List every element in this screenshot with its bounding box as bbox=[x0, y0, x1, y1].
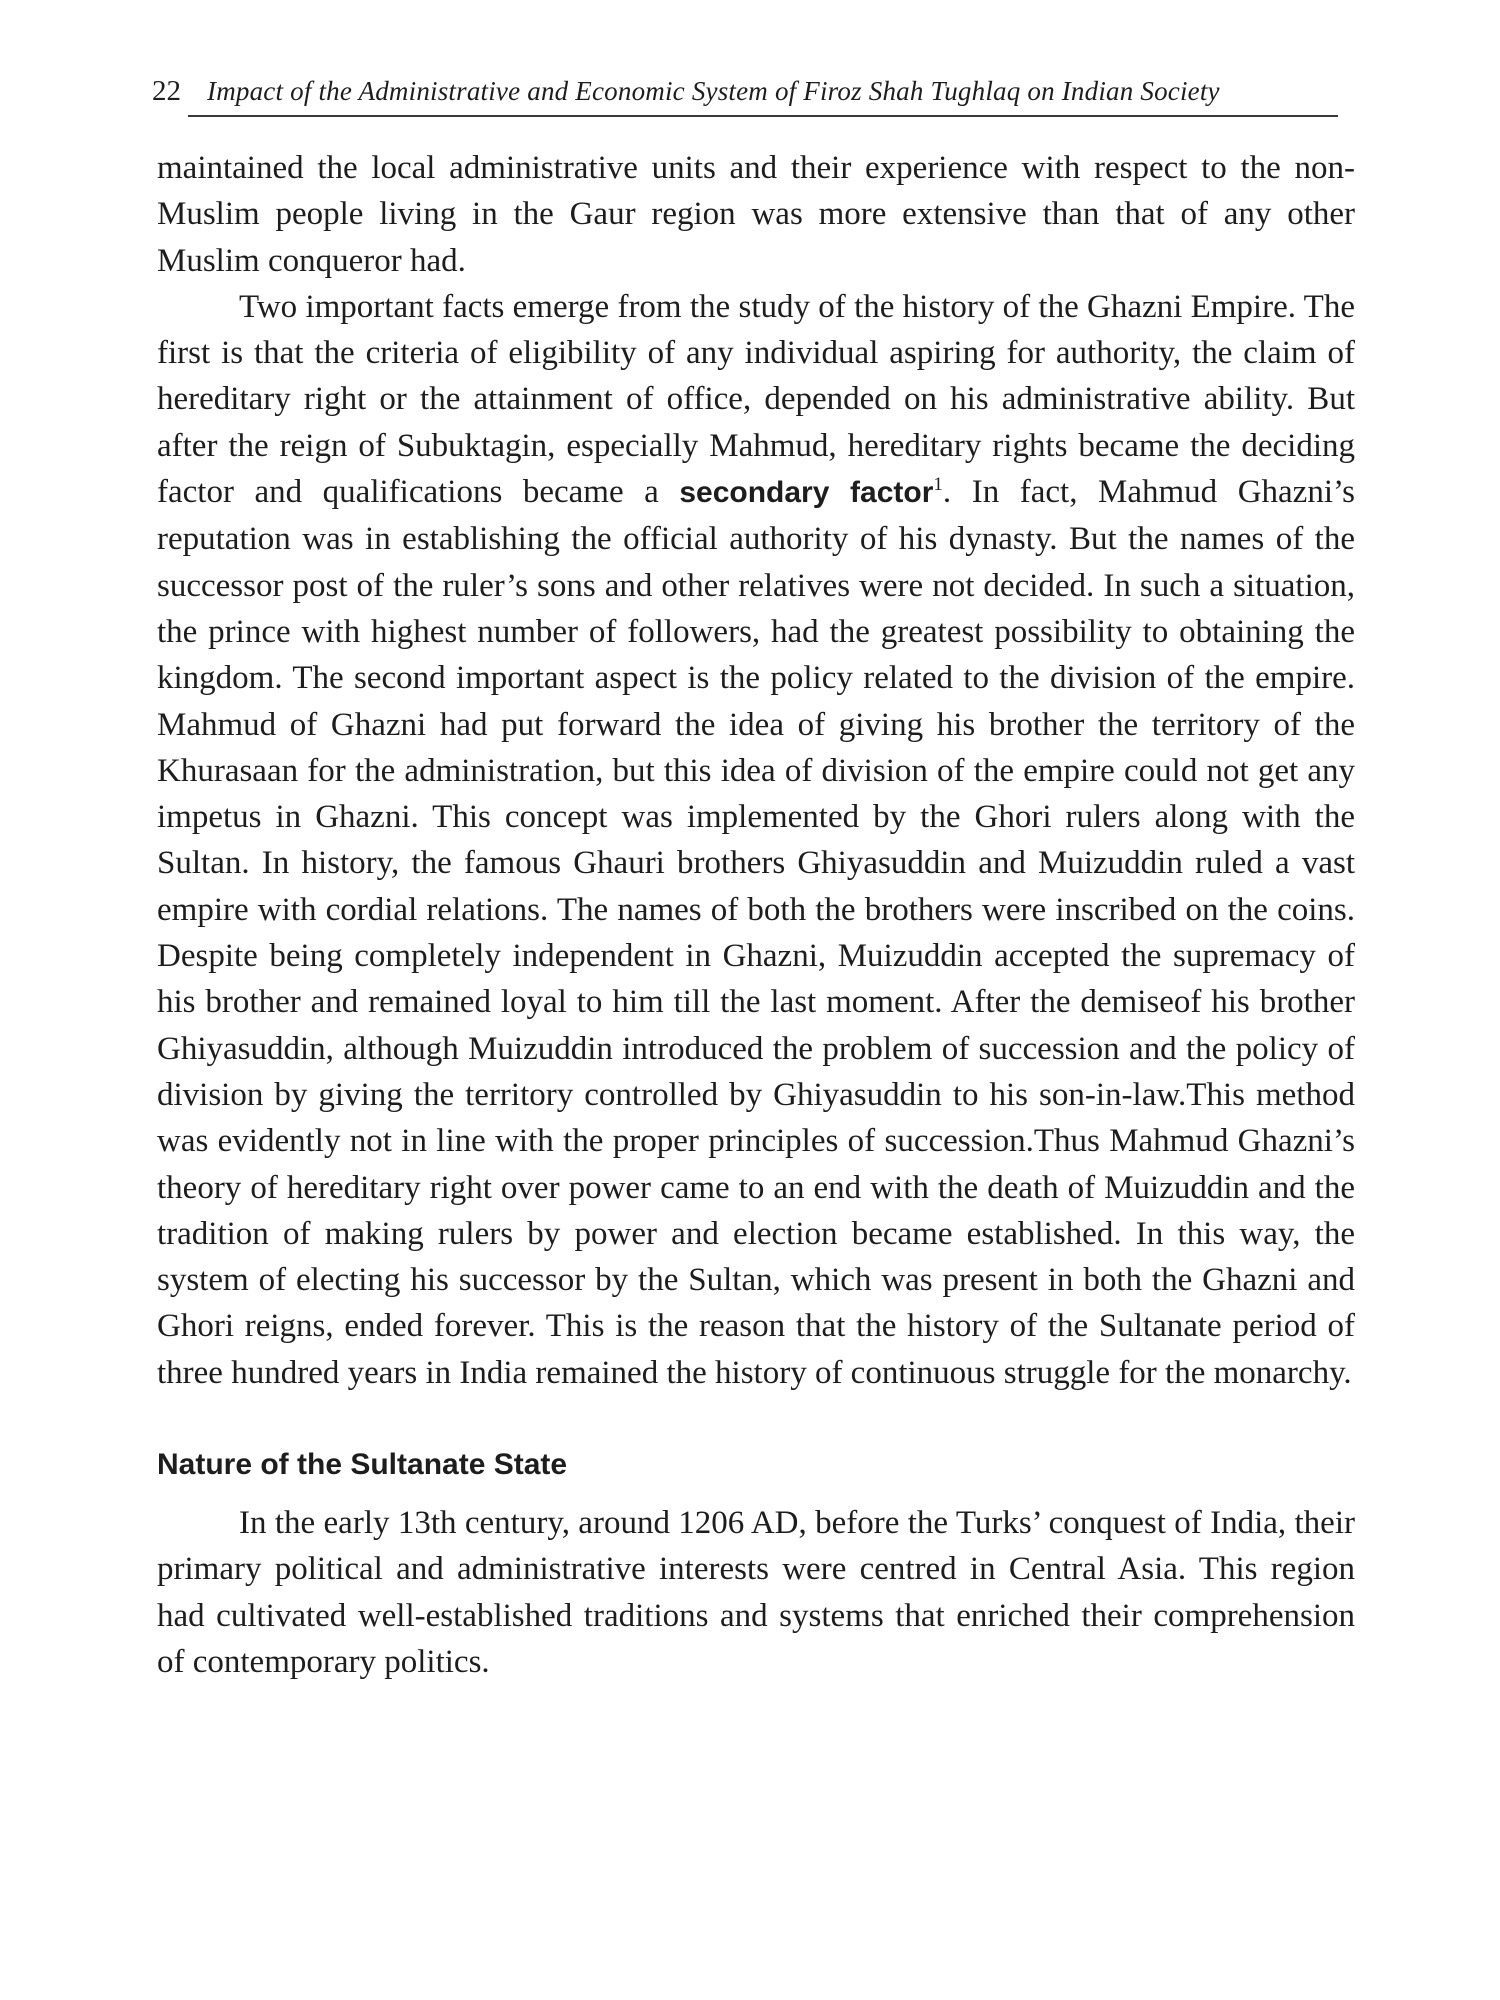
page-number: 22 bbox=[152, 75, 181, 107]
paragraph-text: . In fact, Mahmud Ghazni’s reputation was in establishing the official authority of his dynasty. But the names of the successor post of the ruler’s sons and other relatives were not decided. In such a situation, the prince with highest number of followers, had the greatest possibility to obtaining the kingdom. The second important aspect is the policy related to the division of the empire. Mahmud of Ghazni had put forward the idea of giving his brother the territory of the Khurasaan for the administration, but this idea of division of the empire could not get any impetus in Ghazni. This concept was implemented by the Ghori rulers along with the Sultan. In history, the famous Ghauri brothers Ghiyasuddin and Muizuddin ruled a vast empire with cordial relations. The names of both the brothers were inscribed on the coins. Despite being completely independent in Ghazni, Muizuddin accepted the supremacy of his brother and remained loyal to him till the last moment. After the demiseof his brother Ghiyasuddin, although Muizuddin introduced the problem of succession and the policy of division by giving the territory controlled by Ghiyasuddin to his son-in-law.This method was evidently not in line with the proper principles of succession.Thus Mahmud Ghazni’s theory of hereditary right over power came to an end with the death of Muizuddin and the tradition of making rulers by power and election became established. In this way, the system of electing his successor by the Sultan, which was present in both the Ghazni and Ghori reigns, ended forever. This is the reason that the history of the Sultanate period of three hundred years in India remained the history of continuous struggle for the monarchy. bbox=[157, 474, 1355, 1391]
paragraph-continued: maintained the local administrative units and their experience with respect to the non-Muslim people living in the Gaur region was more extensive than that of any other Muslim conqueror had. bbox=[157, 150, 1355, 279]
running-title: Impact of the Administrative and Economic System of Firoz Shah Tughlaq on Indian Society bbox=[207, 76, 1220, 106]
section-heading: Nature of the Sultanate State bbox=[157, 1448, 568, 1482]
paragraph-ghazni-empire bbox=[157, 284, 1355, 1396]
footnote-marker: 1 bbox=[933, 474, 943, 496]
paragraph-sultanate-state: In the early 13th century, around 1206 AD, before the Turks’ conquest of India, their primary political and administrative interests were centred in Central Asia. This region had cultivated well-established traditions and systems that enriched their comprehension of contemporary politics. bbox=[157, 1505, 1355, 1680]
paragraph-text: Two important facts emerge from the study of the history of the Ghazni Empire. The first is that the criteria of eligibility of any individual aspiring for authority, the claim of hereditary right or the attainment of office, depended on his administrative ability. But after the reign of Subuktagin, especially Mahmud, hereditary rights became the deciding factor and qualifications became a bbox=[157, 288, 1355, 511]
header-rule bbox=[188, 115, 1338, 117]
running-header bbox=[152, 68, 1332, 114]
body-text bbox=[157, 145, 1355, 1685]
emphasized-term: secondary factor bbox=[679, 476, 934, 510]
